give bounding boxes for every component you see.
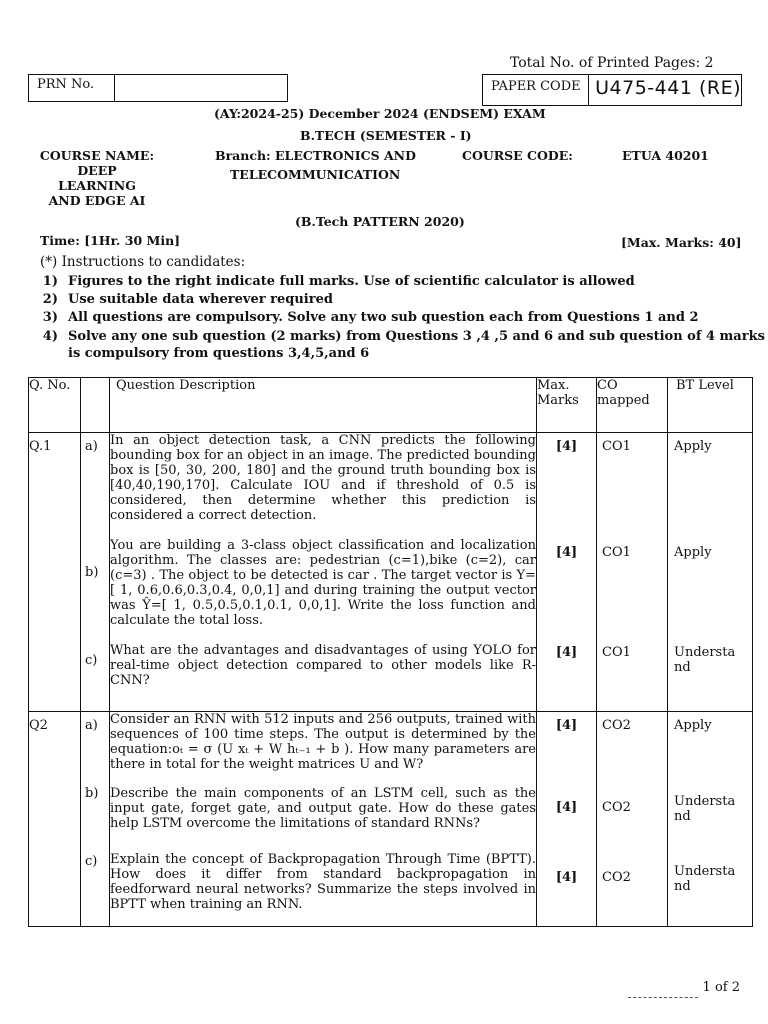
prn-label: PRN No. — [29, 75, 115, 101]
bt-column: Apply Understand Understand — [668, 712, 753, 927]
paper-code-value: U475-441 (RE) — [595, 77, 741, 99]
co-column: CO2 CO2 CO2 — [597, 712, 668, 927]
instruction-item: is compulsory from questions 3,4,5,and 6 — [68, 346, 370, 361]
max-marks: [Max. Marks: 40] — [621, 235, 742, 250]
branch-line-1: Branch: ELECTRONICS AND — [215, 148, 416, 163]
question-number: Q.1 — [29, 433, 81, 712]
question-text: In an object detection task, a CNN predicts the following bounding box for an object in an image. The predicted bounding box is [50, 30, 200, 180] and the ground truth bounding box is [40,40,190,170]. Calculate IOU and if threshold of 0.5 is considered, then determine whether this prediction is considered a correct detection. — [110, 433, 536, 523]
header-co: CO mapped — [597, 378, 668, 433]
course-name-line: DEEP — [77, 163, 117, 178]
instruction-item: 3) All questions are compulsory. Solve any two sub question each from Questions 1 and 2 — [42, 310, 699, 325]
footer-divider — [628, 997, 698, 998]
question-number: Q2 — [29, 712, 81, 927]
branch-line-2: TELECOMMUNICATION — [230, 167, 401, 182]
question-text: Explain the concept of Backpropagation Through Time (BPTT). How does it differ from standard backpropagation in feedforward neural networks? Summarize the steps involved in BPTT when training an RNN. — [110, 852, 536, 912]
table-header-row — [29, 378, 753, 433]
program: B.TECH (SEMESTER - I) — [300, 128, 472, 143]
course-name-label: COURSE NAME: — [39, 148, 155, 163]
course-name-line: AND EDGE AI — [48, 193, 146, 208]
page-number: 1 of 2 — [702, 980, 740, 995]
time: Time: [1Hr. 30 Min] — [40, 233, 181, 248]
question-text: Describe the main components of an LSTM cell, such as the input gate, forget gate, and output gate. How do these gates help LSTM overcome the limitations of standard RNNs? — [110, 786, 536, 831]
question-text: You are building a 3-class object classification and localization algorithm. The classes are: pedestrian (c=1),bike (c=2), car (c=3) . The object to be detected is car . The target vector is Y=[ 1, 0.6,0.6,0.3,0.4, 0,0,1] and during training the output vector was Ŷ=[ 1, 0.5,0.5,0.1,0.1, 0,0,1]. Write the loss function and calculate the total loss. — [110, 538, 536, 628]
question-table — [28, 377, 753, 927]
pattern: (B.Tech PATTERN 2020) — [295, 214, 465, 229]
sub-labels: a) b) c) — [81, 433, 110, 712]
header-bt: BT Level — [668, 378, 753, 433]
header-marks: Max. Marks — [537, 378, 597, 433]
table-row — [29, 712, 753, 927]
exam-session: (AY:2024-25) December 2024 (ENDSEM) EXAM — [214, 106, 546, 121]
course-name-line: LEARNING — [58, 178, 136, 193]
total-pages: Total No. of Printed Pages: 2 — [510, 55, 714, 71]
instruction-item: 4) Solve any one sub question (2 marks) from Questions 3 ,4 ,5 and 6 and sub question of 4 marks — [42, 329, 765, 344]
instruction-item: 2) Use suitable data wherever required — [42, 292, 333, 307]
course-name-block — [38, 148, 156, 208]
bt-column: Apply Apply Understand — [668, 433, 753, 712]
table-row — [29, 433, 753, 712]
header-desc: Question Description — [110, 378, 537, 433]
marks-column: [4] [4] [4] — [537, 433, 597, 712]
question-descriptions — [110, 712, 537, 927]
prn-box — [28, 74, 288, 102]
header-qno: Q. No. — [29, 378, 81, 433]
instructions-title: (*) Instructions to candidates: — [40, 254, 246, 270]
instruction-item: 1) Figures to the right indicate full marks. Use of scientific calculator is allowed — [42, 274, 635, 289]
question-text: Consider an RNN with 512 inputs and 256 outputs, trained with sequences of 100 time steps. The output is determined by the equation:oₜ = σ (U xₜ + W hₜ₋₁ + b ). How many parameters are there in total for the weight matrices U and W? — [110, 712, 536, 772]
header-sub — [81, 378, 110, 433]
paper-code-label: PAPER CODE — [483, 75, 589, 105]
question-text: What are the advantages and disadvantages of using YOLO for real-time object detection compared to other models like R-CNN? — [110, 643, 536, 688]
marks-column: [4] [4] [4] — [537, 712, 597, 927]
paper-code-box — [482, 74, 742, 106]
course-code-label: COURSE CODE: — [462, 148, 573, 163]
co-column: CO1 CO1 CO1 — [597, 433, 668, 712]
sub-labels: a) b) c) — [81, 712, 110, 927]
course-code: ETUA 40201 — [622, 148, 709, 163]
question-descriptions — [110, 433, 537, 712]
